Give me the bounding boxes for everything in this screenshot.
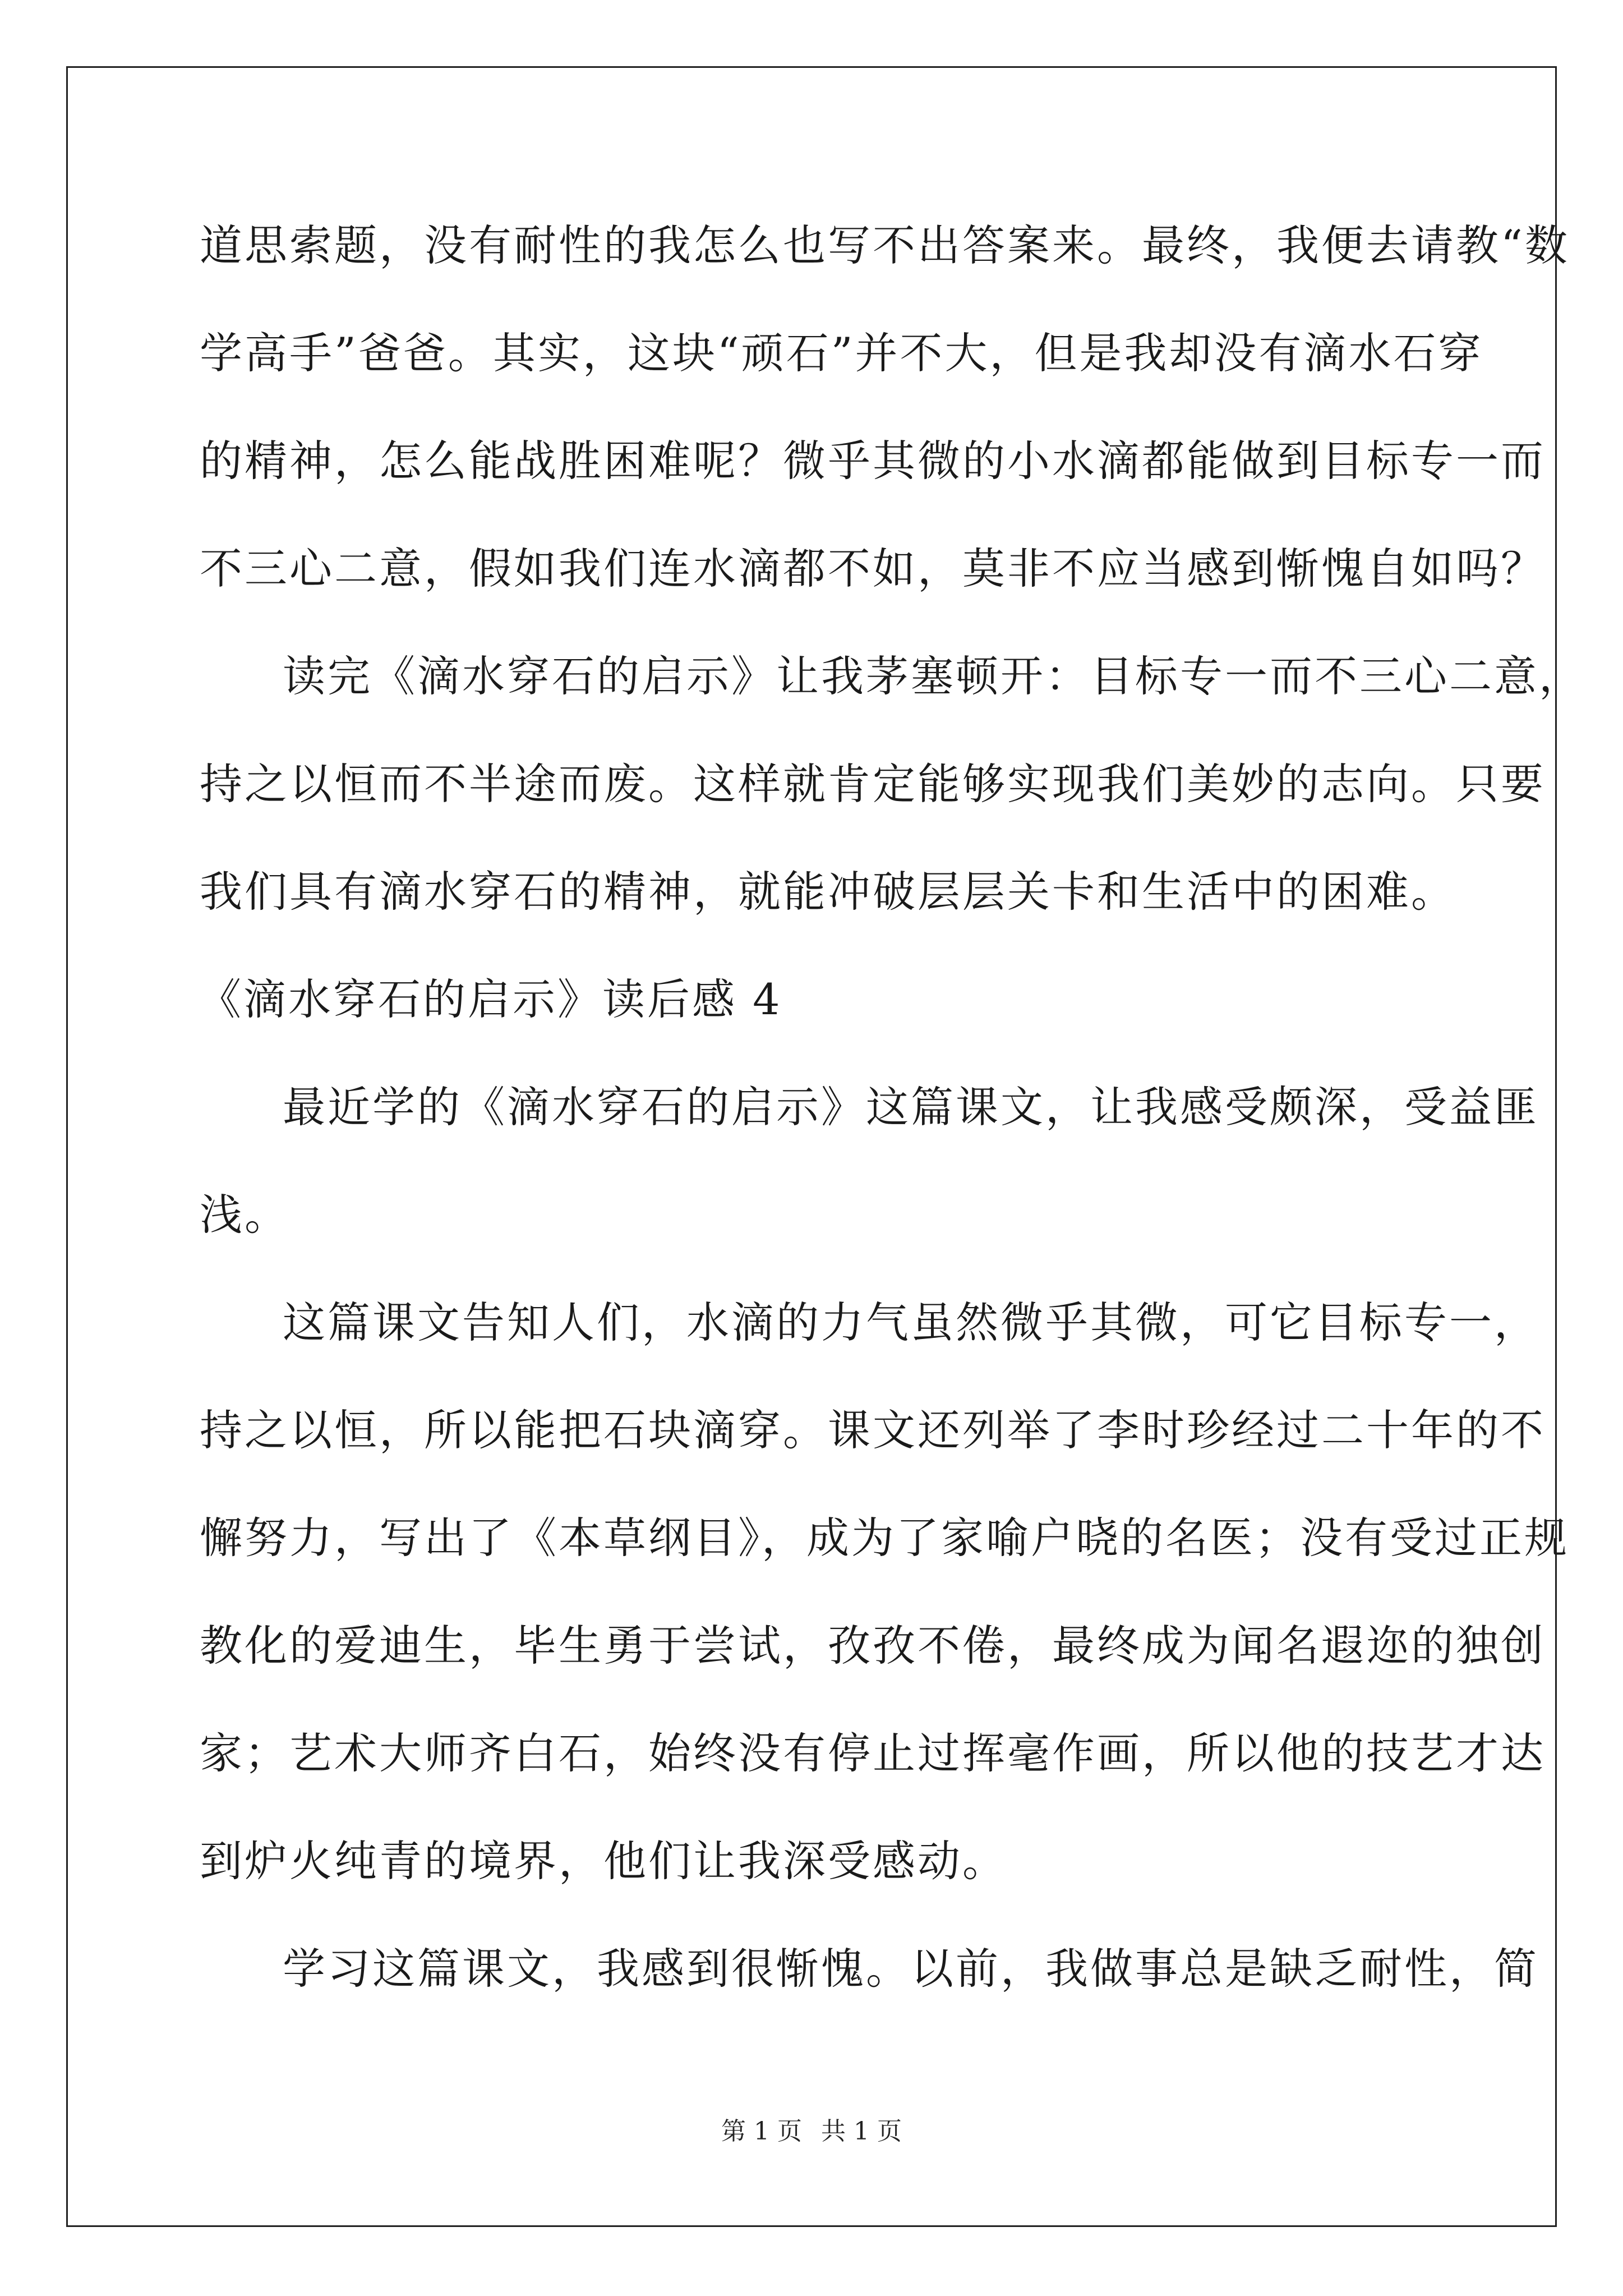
page-footer bbox=[0, 2116, 1623, 2147]
page-number: 第 1 页 bbox=[721, 2117, 802, 2146]
text-line: 持之以恒，所以能把石块滴穿。课文还列举了李时珍经过二十年的不 bbox=[200, 1405, 1546, 1455]
text-line: 的精神，怎么能战胜困难呢？微乎其微的小水滴都能做到目标专一而 bbox=[200, 436, 1546, 486]
text-line: 道思索题，没有耐性的我怎么也写不出答案来。最终，我便去请教“数 bbox=[200, 220, 1570, 270]
paragraph-start-line: 读完《滴水穿石的启示》让我茅塞顿开：目标专一而不三心二意， bbox=[283, 651, 1584, 701]
text-line: 到炉火纯青的境界，他们让我深受感动。 bbox=[200, 1836, 1007, 1886]
text-line: 家；艺术大师齐白石，始终没有停止过挥毫作画，所以他的技艺才达 bbox=[200, 1728, 1546, 1778]
text-line: 浅。 bbox=[200, 1190, 289, 1240]
text-line: 持之以恒而不半途而废。这样就肯定能够实现我们美妙的志向。只要 bbox=[200, 759, 1546, 809]
section-heading: 《滴水穿石的启示》读后感 4 bbox=[199, 974, 782, 1024]
page-total: 共 1 页 bbox=[821, 2117, 902, 2146]
text-line: 学高手”爸爸。其实，这块“顽石”并不大，但是我却没有滴水石穿 bbox=[200, 328, 1483, 378]
text-line: 教化的爱迪生，毕生勇于尝试，孜孜不倦，最终成为闻名遐迩的独创 bbox=[200, 1621, 1546, 1671]
text-line: 懈努力，写出了《本草纲目》，成为了家喻户晓的名医；没有受过正规 bbox=[200, 1513, 1569, 1563]
text-line: 不三心二意，假如我们连水滴都不如，莫非不应当感到惭愧自如吗？ bbox=[200, 544, 1546, 593]
paragraph-start-line: 学习这篇课文，我感到很惭愧。以前，我做事总是缺乏耐性，简 bbox=[283, 1944, 1539, 1994]
document-body bbox=[199, 219, 1584, 2050]
paragraph-start-line: 最近学的《滴水穿石的启示》这篇课文，让我感受颇深，受益匪 bbox=[283, 1082, 1539, 1132]
text-line: 我们具有滴水穿石的精神，就能冲破层层关卡和生活中的困难。 bbox=[200, 867, 1456, 917]
paragraph-start-line: 这篇课文告知人们，水滴的力气虽然微乎其微，可它目标专一， bbox=[283, 1297, 1539, 1347]
